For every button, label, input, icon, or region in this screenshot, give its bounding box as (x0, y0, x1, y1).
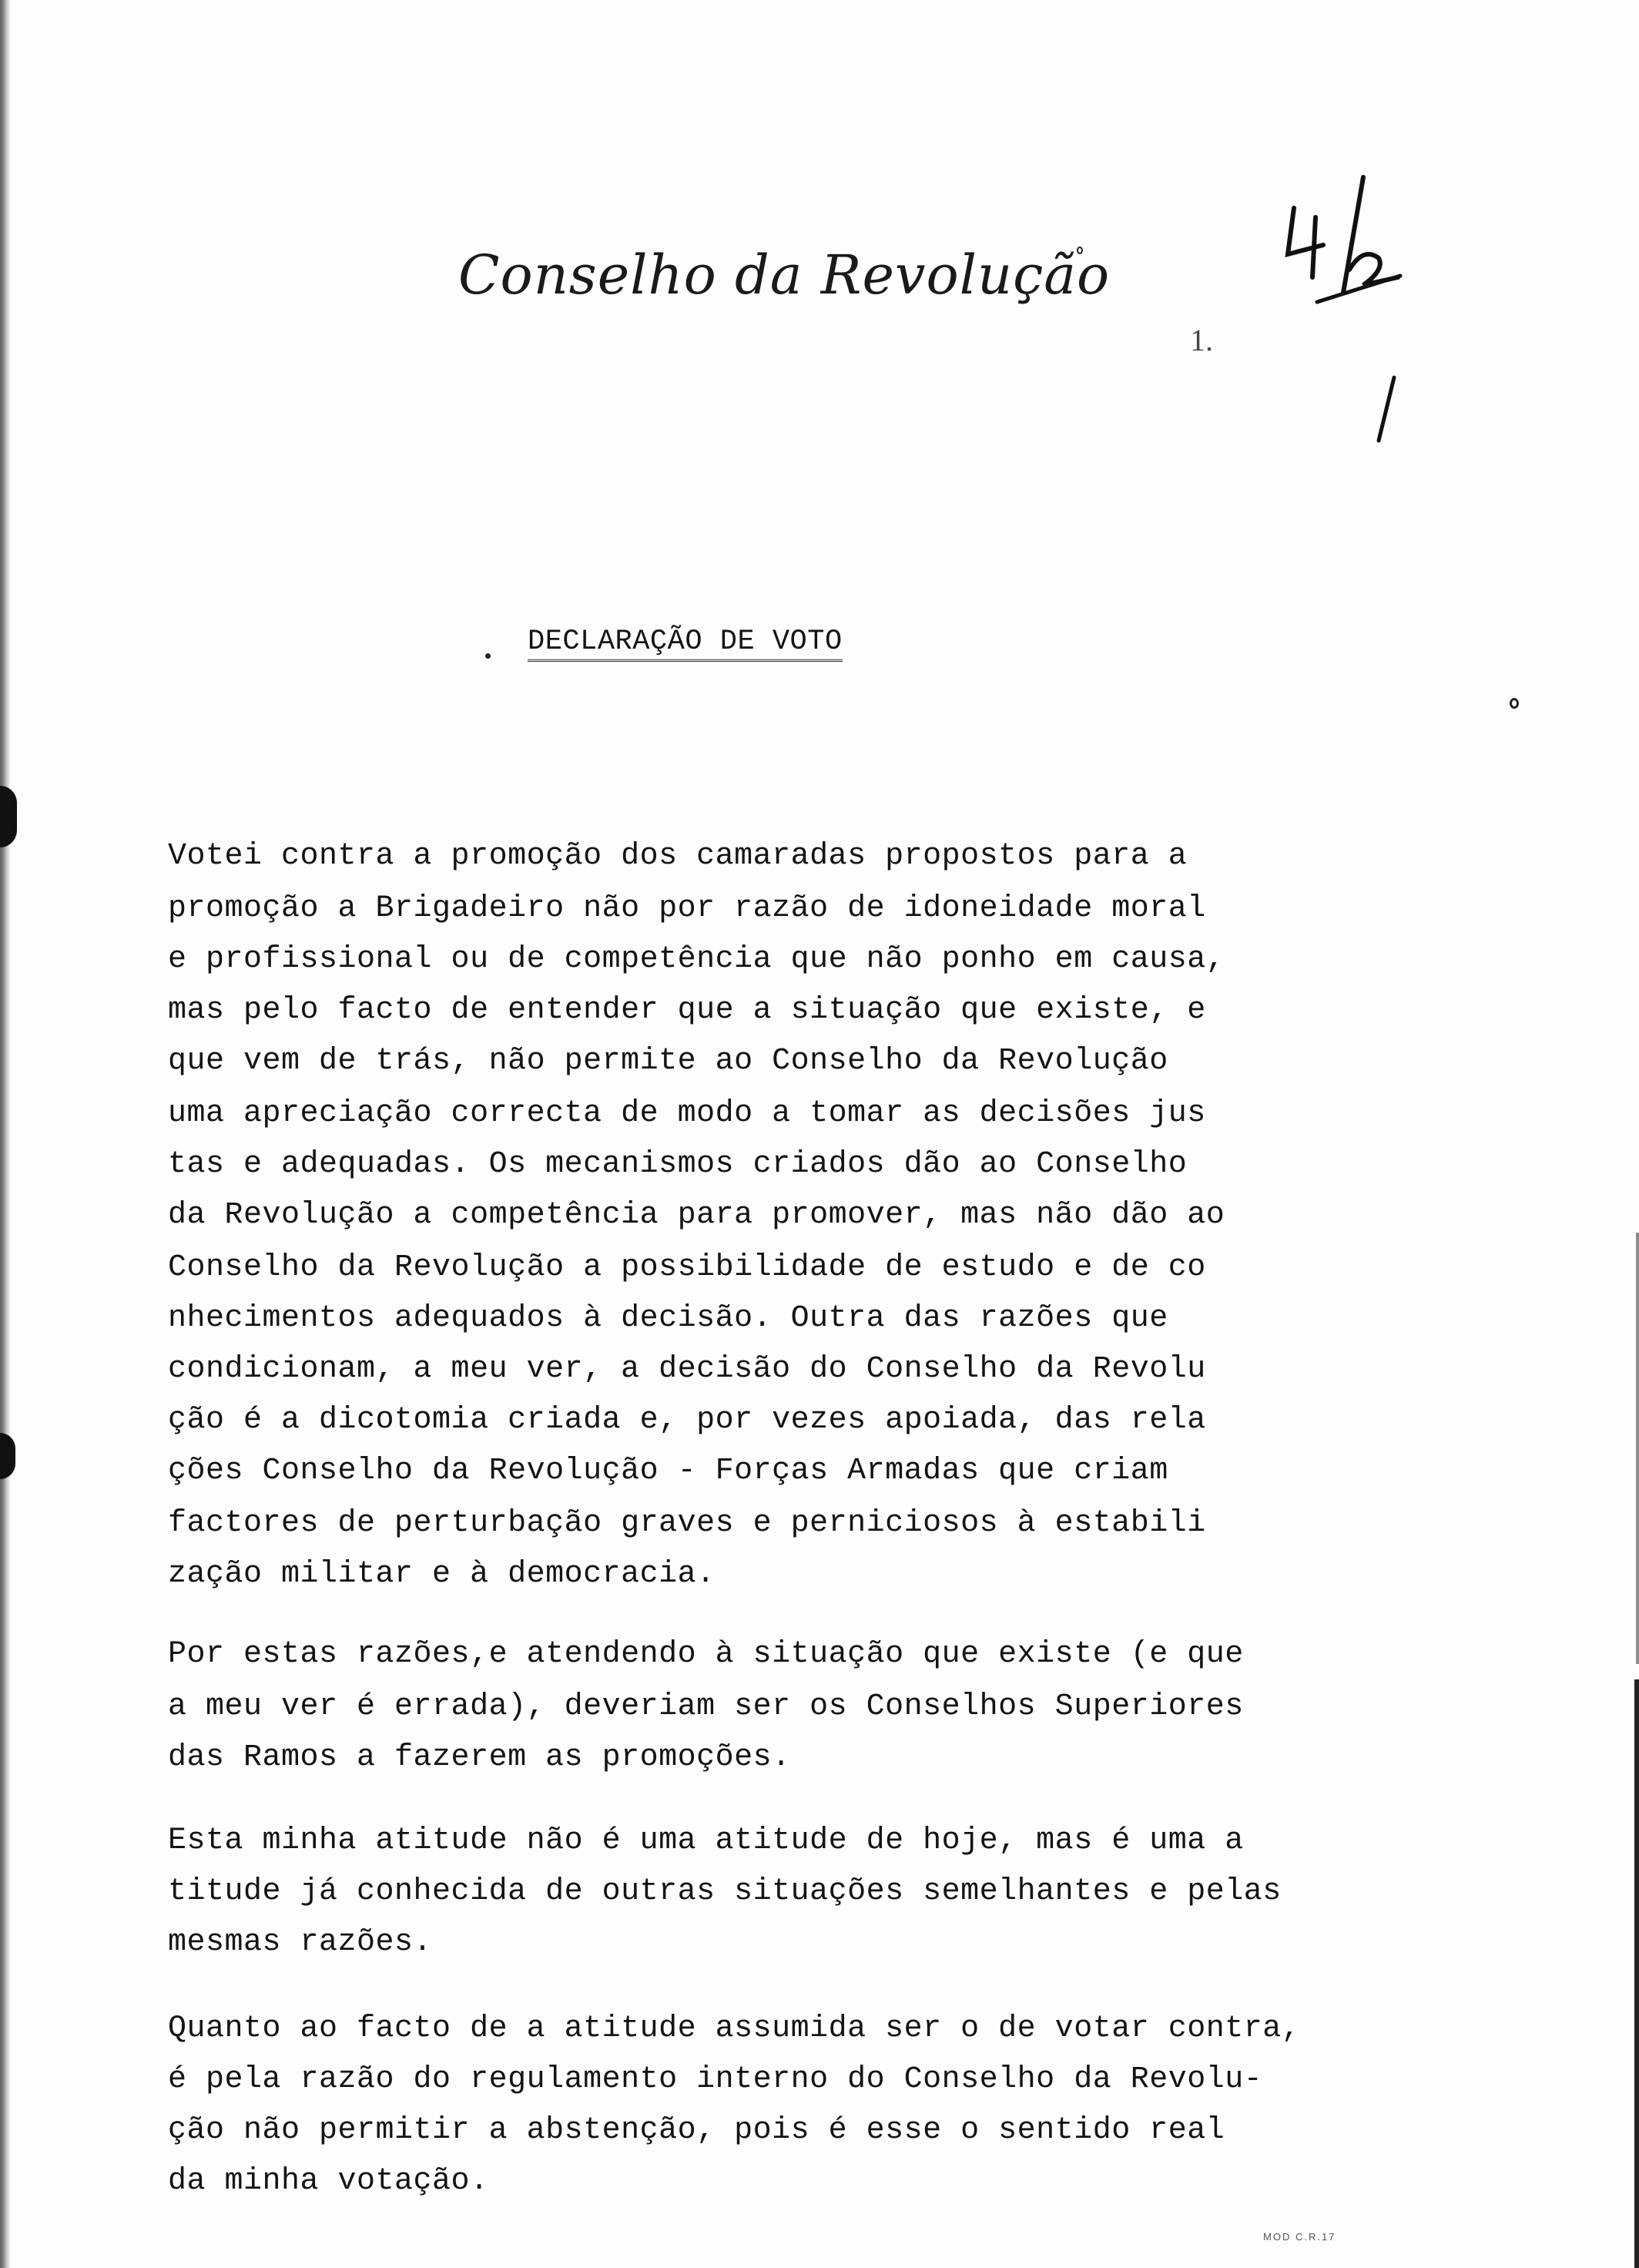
scan-edge-right (1636, 1233, 1639, 1664)
body-line: da minha votação. (168, 2164, 489, 2199)
body-line: uma apreciação correcta de modo a tomar as decisões jus (168, 1096, 1206, 1131)
scan-edge-left (0, 0, 11, 2268)
margin-mark: 1. (1190, 323, 1213, 357)
body-line: Conselho da Revolução a possibilidade de estudo e de co (168, 1250, 1206, 1285)
body-line: promoção a Brigadeiro não por razão de idoneidade moral (168, 891, 1206, 926)
body-line: Quanto ao facto de a atitude assumida ser o de votar contra, (168, 2011, 1301, 2046)
form-code: MOD C.R.17 (1263, 2231, 1336, 2243)
letterhead: Conselho da Revolução (458, 243, 1111, 307)
scan-punch-mark (0, 1433, 15, 1479)
body-line: Esta minha atitude não é uma atitude de hoje, mas é uma a (168, 1823, 1244, 1858)
body-line: ções Conselho da Revolução - Forças Armadas que criam (168, 1454, 1168, 1488)
body-line: tas e adequadas. Os mecanismos criados dão ao Conselho (168, 1147, 1188, 1182)
body-line: mesmas razões. (168, 1925, 433, 1960)
body-line: Votei contra a promoção dos camaradas propostos para a (168, 839, 1188, 874)
scan-speck (1510, 698, 1519, 709)
body-line: ção não permitir a abstenção, pois é esse o sentido real (168, 2113, 1225, 2148)
body-line: a meu ver é errada), deveriam ser os Conselhos Superiores (168, 1689, 1244, 1724)
body-line: titude já conhecida de outras situações semelhantes e pelas (168, 1874, 1282, 1909)
body-line: Por estas razões,e atendendo à situação que existe (e que (168, 1637, 1244, 1672)
body-line: ção é a dicotomia criada e, por vezes apoiada, das rela (168, 1403, 1206, 1438)
scan-punch-mark (0, 786, 17, 847)
title-dot (485, 653, 491, 659)
body-line: mas pelo facto de entender que a situação que existe, e (168, 993, 1206, 1028)
body-line: factores de perturbação graves e perniciosos à estabili (168, 1506, 1206, 1541)
document-title: DECLARAÇÃO DE VOTO (528, 626, 843, 662)
body-line: da Revolução a competência para promover, mas não dão ao (168, 1198, 1225, 1233)
scan-edge-right (1634, 1679, 1639, 2268)
body-line: zação militar e à democracia. (168, 1557, 716, 1592)
body-line: e profissional ou de competência que não ponho em causa, (168, 942, 1225, 977)
body-line: das Ramos a fazerem as promoções. (168, 1740, 791, 1775)
body-line: condicionam, a meu ver, a decisão do Conselho da Revolu (168, 1352, 1206, 1387)
handwritten-annotation (1263, 154, 1433, 462)
body-line: é pela razão do regulamento interno do Conselho da Revolu- (168, 2062, 1263, 2097)
body-line: nhecimentos adequados à decisão. Outra das razões que (168, 1301, 1168, 1336)
body-line: que vem de trás, não permite ao Conselho da Revolução (168, 1044, 1168, 1079)
